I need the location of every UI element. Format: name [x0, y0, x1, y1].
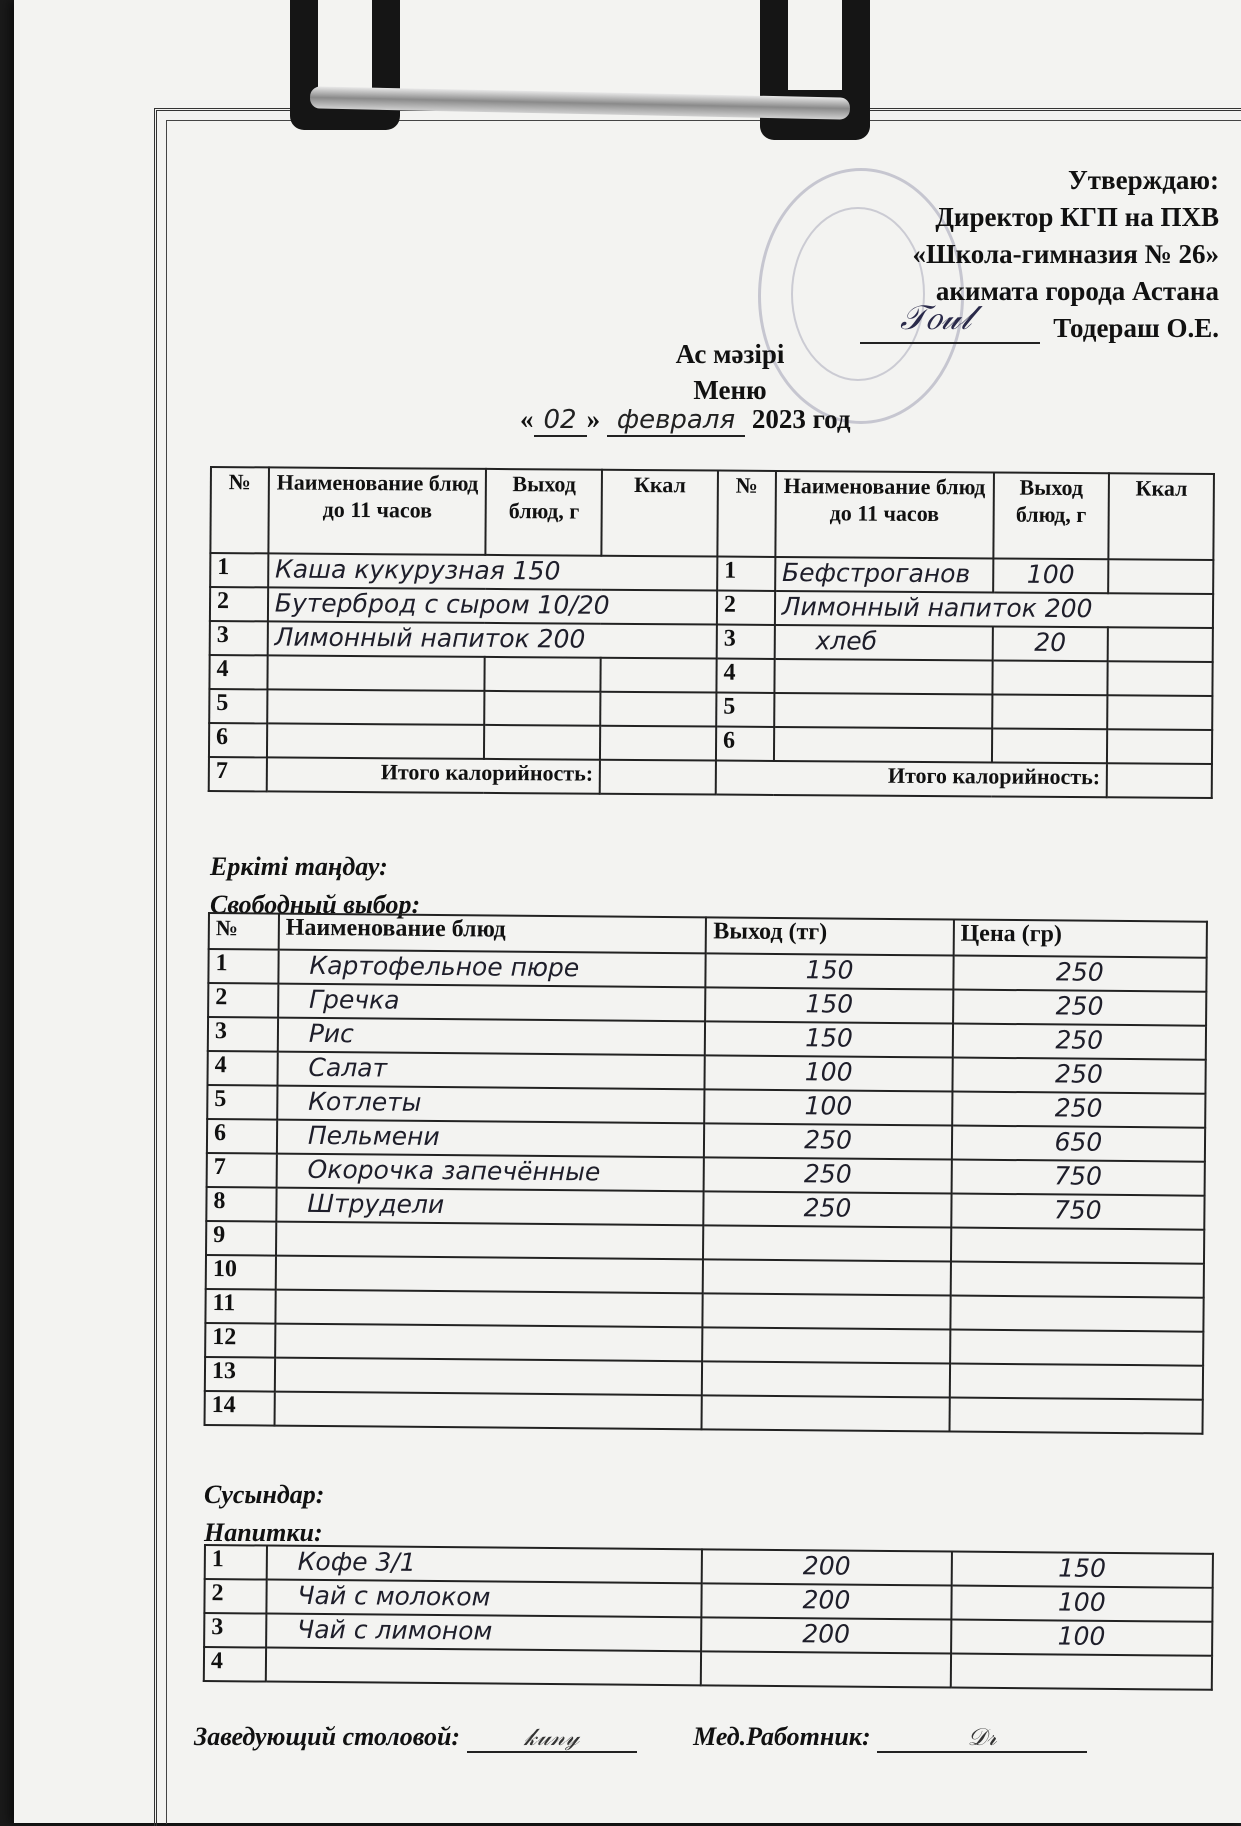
row-number: 13	[205, 1357, 275, 1392]
dish-price: 100	[951, 1586, 1213, 1622]
dish-kcal	[600, 692, 716, 727]
section-title-ru: Свободный выбор:	[210, 890, 421, 919]
row-number: 3	[204, 1613, 266, 1648]
dish-output: 100	[705, 1055, 953, 1091]
dish-output: 250	[704, 1191, 952, 1227]
col-header: Ккал	[1109, 473, 1214, 560]
dish-output	[702, 1395, 950, 1431]
row-number: 1	[210, 553, 268, 587]
row-number: 7	[209, 757, 267, 791]
dish-price: 750	[951, 1193, 1205, 1229]
date-open-quote: «	[520, 404, 534, 434]
approval-line: Директор КГП на ПХВ	[935, 202, 1219, 232]
dish-name: Пельмени	[277, 1120, 705, 1158]
dish-price: 250	[952, 1024, 1206, 1060]
dish-name: Лимонный напиток 200	[267, 621, 716, 658]
approval-line: акимата города Астана	[935, 276, 1219, 306]
breakfast-table	[208, 466, 1215, 799]
dish-output: 150	[706, 953, 954, 989]
total-row	[209, 757, 1212, 798]
director-signature-line	[860, 342, 1040, 344]
dish-price: 100	[951, 1620, 1213, 1656]
dish-kcal	[1108, 559, 1213, 594]
menu-title	[620, 336, 840, 408]
footer-signatures	[194, 1722, 1087, 1753]
approval-line: «Школа-гимназия № 26»	[912, 239, 1219, 269]
dish-price	[949, 1397, 1203, 1433]
dish-price	[950, 1654, 1212, 1690]
dish-name	[267, 689, 485, 725]
row-number: 4	[207, 1051, 277, 1086]
dish-name: Чай с лимоном	[266, 1614, 702, 1652]
dish-name	[774, 727, 992, 763]
row-number: 4	[209, 655, 267, 689]
dish-kcal	[1108, 661, 1213, 696]
dish-name: хлеб	[774, 625, 992, 661]
dish-name	[267, 723, 485, 759]
col-header: №	[210, 467, 268, 553]
dish-name	[275, 1290, 703, 1328]
dish-output: 250	[704, 1157, 952, 1193]
row-number: 1	[717, 557, 775, 591]
row-number: 6	[207, 1119, 277, 1154]
menu-title-kz: Ас мәзірі	[675, 339, 785, 369]
col-header: Наименование блюд до 11 часов	[775, 471, 993, 559]
row-number: 5	[209, 689, 267, 723]
dish-price	[950, 1261, 1204, 1297]
row-number: 1	[208, 949, 278, 984]
section-title-kz: Сусындар:	[204, 1480, 325, 1509]
dish-price	[950, 1329, 1204, 1365]
row-number: 1	[205, 1545, 267, 1580]
dish-price: 250	[952, 1058, 1206, 1094]
dish-output	[703, 1225, 951, 1261]
dish-output: 150	[705, 1021, 953, 1057]
row-number: 5	[716, 693, 774, 727]
total-value	[600, 760, 716, 795]
date-close-quote: »	[586, 404, 601, 434]
director-signature-icon: 𝒯𝑜𝓊𝓁	[900, 298, 972, 338]
menu-title-ru: Меню	[693, 375, 767, 405]
total-label: Итого калорийность:	[716, 761, 1108, 798]
manager-label: Заведующий столовой:	[194, 1722, 461, 1751]
dish-name: Чай с молоком	[266, 1580, 702, 1618]
row-number: 5	[207, 1085, 277, 1120]
medic-signature-icon: 𝒟𝓇	[877, 1723, 1087, 1753]
row-number: 2	[717, 591, 775, 625]
row-number: 4	[716, 659, 774, 693]
dish-name: Салат	[277, 1052, 705, 1090]
dish-name: Рис	[278, 1018, 706, 1056]
dish-output	[703, 1293, 951, 1329]
col-header: Выход (тг)	[706, 917, 954, 955]
dish-output	[485, 657, 601, 692]
col-header: Наименование блюд	[279, 914, 707, 954]
dish-price: 750	[951, 1159, 1205, 1195]
row-number: 2	[208, 983, 278, 1018]
date-day: 02	[534, 405, 587, 437]
dish-price: 250	[952, 1092, 1206, 1128]
dish-name: Бефстроганов	[775, 557, 993, 593]
col-header: Выход блюд, г	[993, 472, 1109, 559]
dish-output: 200	[702, 1549, 952, 1585]
dish-price: 650	[952, 1125, 1206, 1161]
dish-price	[950, 1363, 1204, 1399]
dish-output	[484, 725, 600, 760]
dish-kcal	[1107, 729, 1212, 764]
col-header: Выход блюд, г	[486, 469, 602, 556]
dish-output	[992, 694, 1108, 729]
dish-price: 150	[951, 1552, 1213, 1588]
row-number: 8	[206, 1187, 276, 1222]
drinks-heading	[204, 1476, 324, 1552]
row-number: 14	[205, 1391, 275, 1426]
dish-output: 100	[705, 1089, 953, 1125]
dish-price	[950, 1295, 1204, 1331]
row-number: 12	[205, 1323, 275, 1358]
dish-price	[951, 1227, 1205, 1263]
section-title-ru: Напитки:	[204, 1518, 323, 1547]
col-header: №	[717, 471, 775, 557]
dish-name	[267, 655, 485, 691]
dish-name	[274, 1392, 702, 1430]
manager-signature-icon: 𝓀𝓊𝓃𝓎	[467, 1723, 637, 1753]
dish-price: 250	[953, 956, 1207, 992]
dish-output: 150	[706, 987, 954, 1023]
dish-output: 250	[704, 1123, 952, 1159]
free-choice-table	[204, 912, 1208, 1435]
dish-output: 200	[702, 1583, 952, 1619]
dish-output	[701, 1651, 951, 1687]
row-number: 4	[204, 1647, 266, 1682]
dish-output	[992, 728, 1108, 763]
row-number: 3	[208, 1017, 278, 1052]
dish-output	[703, 1327, 951, 1363]
row-number: 10	[206, 1255, 276, 1290]
dish-price: 250	[953, 990, 1207, 1026]
date-month: февраля	[607, 405, 745, 437]
dish-name: Котлеты	[277, 1086, 705, 1124]
total-label: Итого калорийность:	[267, 757, 601, 793]
dish-output	[992, 660, 1108, 695]
medic-label: Мед.Работник:	[693, 1722, 871, 1751]
dish-name: Гречка	[278, 984, 706, 1022]
dish-name: Кофе 3/1	[267, 1546, 703, 1584]
dish-name	[266, 1648, 702, 1686]
dish-output: 100	[993, 558, 1109, 593]
dish-name: Бутерброд с сыром 10/20	[268, 587, 717, 624]
total-value	[1107, 763, 1212, 798]
dish-name: Картофельное пюре	[278, 950, 706, 988]
dish-name: Каша кукурузная 150	[268, 553, 717, 590]
row-number: 2	[204, 1579, 266, 1614]
row-number: 11	[205, 1289, 275, 1324]
menu-date	[520, 404, 851, 437]
row-number: 9	[206, 1221, 276, 1256]
dish-output	[703, 1259, 951, 1295]
approval-line: Тодераш О.Е.	[1053, 313, 1219, 343]
dish-name	[275, 1358, 703, 1396]
dish-name: Окорочка запечённые	[276, 1154, 704, 1192]
date-year: 2023 год	[751, 404, 851, 434]
approval-line: Утверждаю:	[1067, 165, 1219, 195]
dish-name	[276, 1222, 704, 1260]
dish-output	[702, 1361, 950, 1397]
dish-kcal	[1107, 695, 1212, 730]
dish-name	[774, 659, 992, 695]
row-number: 6	[716, 727, 774, 761]
section-title-kz: Еркіті таңдау:	[210, 852, 388, 881]
row-number: 7	[207, 1153, 277, 1188]
dish-name	[275, 1324, 703, 1362]
dish-kcal	[600, 726, 716, 761]
dish-name: Штрудели	[276, 1188, 704, 1226]
dish-name: Лимонный напиток 200	[775, 591, 1213, 628]
row-number: 3	[717, 625, 775, 659]
col-header: Цена (гр)	[953, 920, 1207, 958]
clipboard-clip-icon	[280, 0, 880, 140]
dish-output: 200	[701, 1617, 951, 1653]
dish-kcal	[1108, 627, 1213, 662]
row-number: 3	[210, 621, 268, 655]
col-header: Наименование блюд до 11 часов	[268, 467, 486, 555]
dish-kcal	[601, 658, 717, 693]
row-number: 6	[209, 723, 267, 757]
dish-output	[485, 691, 601, 726]
col-header: Ккал	[602, 470, 718, 557]
row-number: 2	[210, 587, 268, 621]
dish-name	[774, 693, 992, 729]
col-header: №	[209, 913, 279, 950]
dish-name	[276, 1256, 704, 1294]
drinks-table	[203, 1544, 1214, 1691]
dish-output: 20	[992, 626, 1108, 661]
